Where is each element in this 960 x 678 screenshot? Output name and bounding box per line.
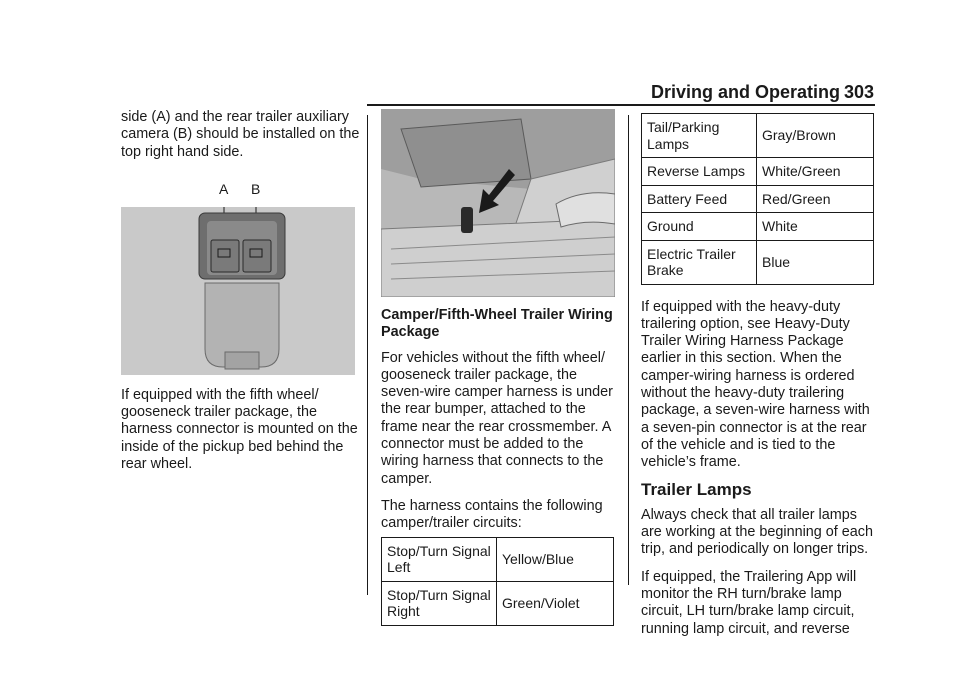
paragraph: The harness contains the following camper/trailer circuits: [381,497,603,532]
figure-label-b: B [251,180,261,197]
page-header [0,82,960,106]
color-cell: Gray/Brown [757,114,874,158]
table-row [642,158,874,186]
paragraph: If equipped with the heavy-duty trailering option, see Heavy-Duty Trailer Wiring Harness Package earlier in this section. When the camper-wiring harness is ordered without the heavy-duty trailering package, a seven-wire harness with a seven-pin connector is at the rear of the vehicle and is tied to the vehicle’s frame. [641,298,870,471]
circuit-cell: Stop/Turn Signal Left [382,537,497,581]
figure-labels [121,181,361,201]
paragraph: Always check that all trailer lamps are working at the beginning of each trip, and periodically on longer trips. [641,506,874,558]
paragraph: For vehicles without the fifth wheel/ gooseneck trailer package, the seven-wire camper harness is under the rear bumper, attached to the frame near the rear crossmember. A connector must be added to the wiring harness that connects to the camper. [381,349,613,487]
table-row [642,114,874,158]
color-cell: White [757,213,874,241]
color-cell: White/Green [757,158,874,186]
circuit-cell: Electric Trailer Brake [642,240,757,284]
figure-label-a: A [219,180,229,197]
section-title: Trailer Lamps [641,480,752,500]
pickup-bed-figure [381,109,615,297]
column-1 [121,109,361,483]
circuit-cell: Ground [642,213,757,241]
circuit-cell: Reverse Lamps [642,158,757,186]
table-row [382,581,614,625]
table-row [642,213,874,241]
color-cell: Yellow/Blue [497,537,614,581]
section-header-title: Driving and Operating [650,82,840,102]
circuit-table [641,113,874,285]
page-number: 303 [843,82,874,102]
circuit-cell: Battery Feed [642,185,757,213]
paragraph: side (A) and the rear trailer auxiliary camera (B) should be installed on the top right hand side. [121,109,360,160]
circuit-cell: Tail/Parking Lamps [642,114,757,158]
column-2 [381,109,619,626]
table-row [382,537,614,581]
table-row [642,240,874,284]
camera-connector-figure [121,207,355,375]
pickup-bed-illustration [381,109,615,297]
camera-connector-illustration [121,207,355,375]
column-divider [628,115,629,585]
column-3 [641,109,881,648]
table-row [642,185,874,213]
subsection-heading: Camper/Fifth-Wheel Trailer Wiring Package [381,307,613,341]
column-divider [367,115,368,595]
header-rule [367,104,875,106]
paragraph: If equipped with the fifth wheel/ gooseneck trailer package, the harness connector is mounted on the inside of the pickup bed behind the rear wheel. [121,386,358,473]
paragraph: If equipped, the Trailering App will monitor the RH turn/brake lamp circuit, LH turn/brake lamp circuit, running lamp circuit, and reverse [641,568,857,637]
circuit-cell: Stop/Turn Signal Right [382,581,497,625]
color-cell: Blue [757,240,874,284]
color-cell: Red/Green [757,185,874,213]
color-cell: Green/Violet [497,581,614,625]
circuit-table [381,537,614,626]
